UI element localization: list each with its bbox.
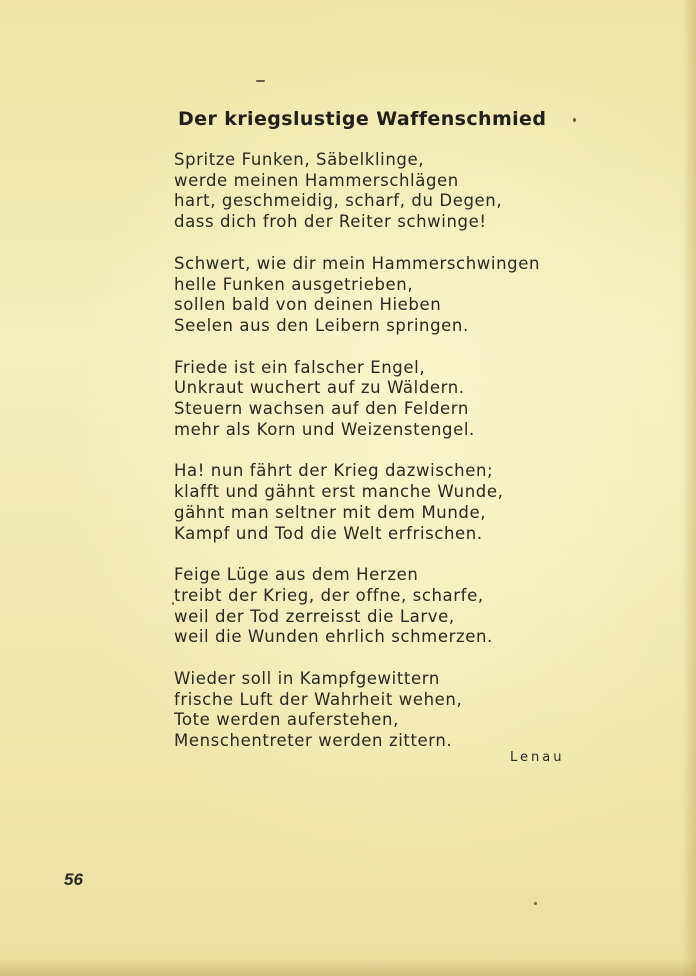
stanza — [174, 565, 614, 648]
poem-line: Friede ist ein falscher Engel, — [174, 357, 426, 377]
poem-body — [174, 150, 614, 773]
poem-line: Steuern wachsen auf den Feldern — [174, 399, 469, 419]
poem-line: Spritze Funken, Säbelklinge, — [174, 150, 425, 169]
poem-line: Tote werden auferstehen, — [174, 710, 399, 730]
poem-line: helle Funken ausgetrieben, — [174, 274, 414, 294]
poem-line: mehr als Korn und Weizenstengel. — [174, 419, 475, 439]
poem-line: treibt der Krieg, der offne, scharfe, — [174, 585, 484, 605]
poem-line: frische Luft der Wahrheit wehen, — [174, 689, 463, 709]
poem-line: weil der Tod zerreisst die Larve, — [174, 606, 455, 626]
poem-line: gähnt man seltner mit dem Munde, — [174, 502, 487, 522]
poem-line: Menschentreter werden zittern. — [174, 731, 453, 751]
stanza — [174, 461, 614, 544]
poem-line: Seelen aus den Leibern springen. — [174, 315, 469, 335]
poem-line: Wieder soll in Kampfgewittern — [174, 669, 440, 689]
page-edge-shadow-bottom — [0, 958, 696, 976]
stanza — [174, 150, 614, 233]
poem-line: Feige Lüge aus dem Herzen — [174, 565, 419, 585]
poem-line: klafft und gähnt erst manche Wunde, — [174, 482, 504, 502]
poem-line: Schwert, wie dir mein Hammerschwingen — [174, 253, 541, 273]
poem-line: sollen bald von deinen Hieben — [174, 295, 442, 315]
poem-line: Unkraut wuchert auf zu Wäldern. — [174, 378, 465, 398]
stanza — [174, 669, 614, 752]
poem-line: werde meinen Hammerschlägen — [174, 170, 459, 190]
paper-speck — [534, 902, 537, 905]
poem-line: weil die Wunden ehrlich schmerzen. — [174, 627, 493, 647]
poem-line: Kampf und Tod die Welt erfrischen. — [174, 523, 483, 543]
poem-line: Ha! nun fährt der Krieg dazwischen; — [174, 461, 494, 481]
poem-line: dass dich froh der Reiter schwinge! — [174, 212, 487, 232]
page-number: 56 — [64, 870, 83, 889]
stanza — [174, 358, 614, 441]
poem-line: hart, geschmeidig, scharf, du Degen, — [174, 191, 503, 211]
poem-author: Lenau — [510, 750, 565, 765]
page-edge-shadow-right — [682, 0, 696, 976]
paper-speck — [256, 80, 265, 82]
stanza — [174, 254, 614, 337]
poem-title: Der kriegslustige Waffenschmied — [178, 108, 547, 130]
paper-speck — [573, 118, 576, 122]
